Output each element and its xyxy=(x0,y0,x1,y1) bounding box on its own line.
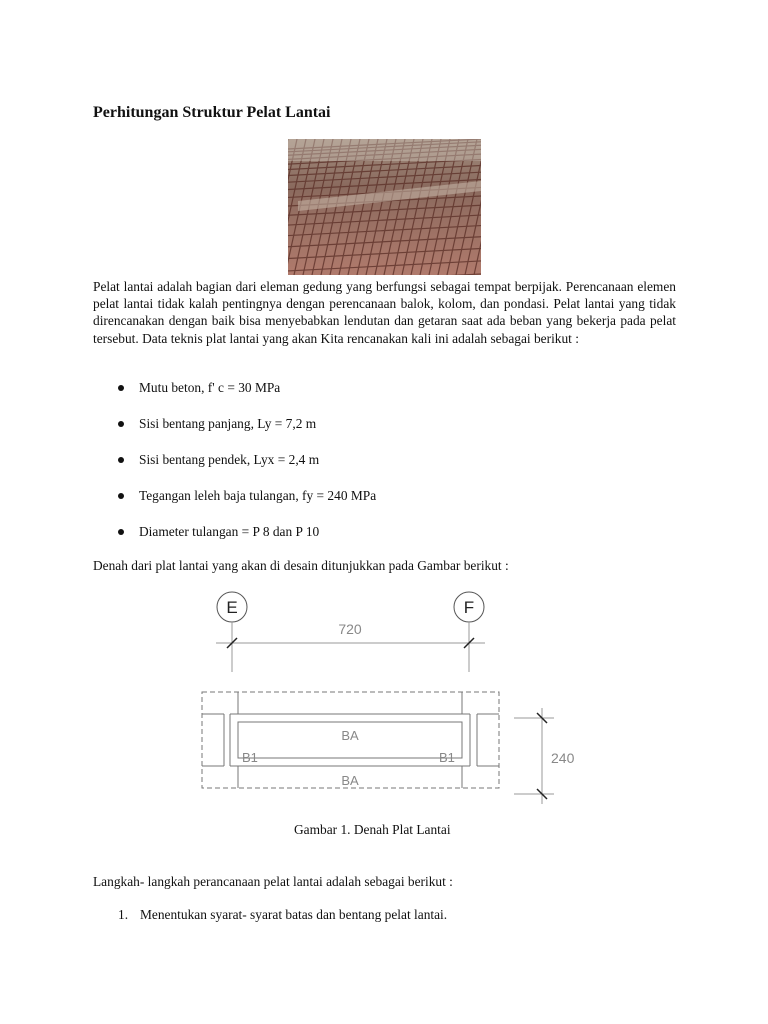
beam-label-top: BA xyxy=(341,728,359,743)
dimension-label-horizontal: 720 xyxy=(338,621,362,637)
bullet-icon xyxy=(118,385,124,391)
bullet-icon xyxy=(118,421,124,427)
step-number: 1. xyxy=(118,907,129,922)
floor-plan-figure xyxy=(198,590,583,815)
bullet-icon xyxy=(118,529,124,535)
beam-label-bottom: BA xyxy=(341,773,359,788)
grid-label-f: F xyxy=(463,598,475,617)
bullet-icon xyxy=(118,457,124,463)
bullet-icon xyxy=(118,493,124,499)
dimension-label-vertical: 240 xyxy=(551,750,575,766)
plan-intro: Denah dari plat lantai yang akan di desain ditunjukkan pada Gambar berikut : xyxy=(93,558,509,573)
steps-intro: Langkah- langkah perancanaan pelat lantai adalah sebagai berikut : xyxy=(93,874,453,889)
figure-caption: Gambar 1. Denah Plat Lantai xyxy=(294,822,451,837)
rebar-mesh-image xyxy=(288,139,481,275)
step-text: Menentukan syarat- syarat batas dan bentang pelat lantai. xyxy=(140,907,448,922)
document-page: Perhitungan Struktur Pelat Lantai Pelat lantai adalah bagian dari eleman gedung yang berfungsi sebagai tempat berpijak. Perencanaan elemen pelat lantai tidak kalah pentingnya dengan perencanaan balok, kolom, dan pondasi. Pelat lantai yang tidak direncanakan dengan baik bisa menyebabkan lendutan dan getaran saat ada beban yang bekerja pada pelat tersebut. Data teknis plat lantai yang akan Kita rencanakan kali ini adalah sebagai berikut : Mutu beton, f' c = 30 MPa Sisi bentang panjang, Ly = 7,2 m Sisi bentang pendek, Lyx = 2,4 m Tegangan leleh baja tulangan, fy = 240 MPa Diameter tulangan = P 8 dan P 10 Denah dari plat lantai yang akan di desain ditunjukkan pada Gambar berikut : E F 720 BA BA B1 B1 240 Gambar 1. Denah Plat Lantai Langkah- langkah perancanaan pelat lantai adalah sebagai berikut : 1. Menentukan syarat- syarat batas dan bentang pelat lantai. xyxy=(93,104,676,922)
grid-label-e: E xyxy=(226,598,238,617)
rebar-photo xyxy=(288,139,481,275)
page-title: Perhitungan Struktur Pelat Lantai xyxy=(93,104,331,121)
beam-label-right: B1 xyxy=(439,750,455,765)
intro-paragraph: Pelat lantai adalah bagian dari eleman gedung yang berfungsi sebagai tempat berpijak. Perencanaan elemen pelat lantai tidak kalah pentingnya dengan perencanaan balok, kolom, dan pondasi. Pelat lantai yang tidak direncanakan dengan baik bisa menyebabkan lendutan dan getaran saat ada beban yang bekerja pada pelat tersebut. Data teknis plat lantai yang akan Kita rencanakan kali ini adalah sebagai berikut : xyxy=(93,279,676,346)
beam-label-left: B1 xyxy=(242,750,258,765)
